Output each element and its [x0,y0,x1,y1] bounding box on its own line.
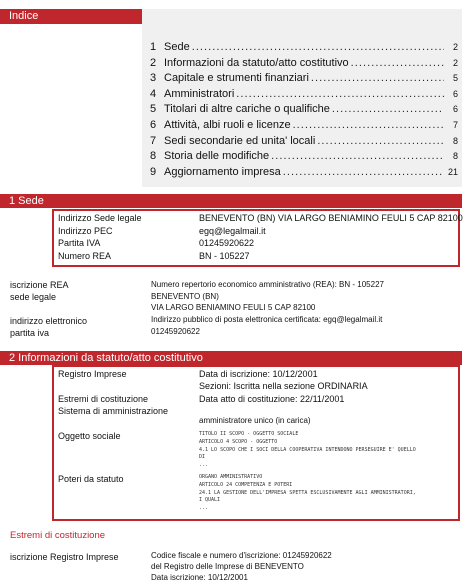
toc-leader-dots [317,134,444,148]
poteri-line: I QUALI [199,497,221,504]
toc-item-page: 21 [447,166,458,177]
toc-item-number: 8 [150,150,157,163]
toc-leader-dots [283,165,444,179]
toc-item-title: Titolari di altre cariche o qualifiche [164,103,330,116]
toc-item[interactable] [150,56,458,70]
toc-item[interactable] [150,149,458,163]
toc-item-number: 1 [150,41,157,53]
toc-item-page: 8 [452,135,458,146]
iscrizione-registro-imprese-label: iscrizione Registro Imprese [10,552,119,562]
section-header-sede: 1 Sede [0,194,462,208]
iscrizione-rea-label: iscrizione REA [10,280,69,290]
toc-item[interactable] [150,87,458,101]
toc-item-number: 7 [150,134,157,147]
estremi-costituzione-label: Estremi di costituzione [58,394,149,404]
poteri-line: ARTICOLO 24 COMPETENZA E POTERI [199,481,293,488]
sede-field-label: Numero REA [58,250,112,261]
toc-leader-dots [271,149,444,163]
toc-item-title: Amministratori [164,87,235,100]
sede-field-label: Indirizzo Sede legale [58,213,142,223]
toc-item[interactable] [150,118,458,132]
sistema-amministrazione-label: Sistema di amministrazione [58,406,169,416]
sede-field-label: Partita IVA [58,238,101,248]
toc-item-number: 2 [150,56,157,69]
sede-legale-line1: BENEVENTO (BN) [151,292,219,301]
toc-leader-dots [192,40,444,54]
oggetto-line: DI [199,454,206,461]
registro-imprese-line2: Sezioni: Iscritta nella sezione ORDINARIA [199,381,368,391]
toc-leader-dots [351,56,444,70]
toc-item-page: 2 [452,42,458,52]
toc-item-title: Aggiornamento impresa [164,165,281,178]
toc-item-page: 7 [452,120,458,130]
sede-field-value: BN - 105227 [199,250,250,261]
oggetto-sociale-label: Oggetto sociale [58,431,121,441]
iscrizione-rea-value: Numero repertorio economico amministrativo (REA): BN - 105227 [151,280,384,289]
toc-item-number: 4 [150,87,157,100]
toc-item-title: Capitale e strumenti finanziari [164,72,309,85]
data-iscrizione-line: Data iscrizione: 10/12/2001 [151,573,248,582]
toc-item-title: Informazioni da statuto/atto costitutivo [164,56,349,69]
sede-field-value: egq@legalmail.it [199,225,266,236]
toc-item[interactable] [150,134,458,148]
toc-item-page: 6 [452,88,458,99]
oggetto-line: ... [199,462,209,469]
poteri-statuto-label: Poteri da statuto [58,474,124,484]
toc-item-number: 9 [150,165,157,178]
indice-header: Indice [0,9,142,24]
toc-item-title: Attività, albi ruoli e licenze [164,119,291,131]
codice-fiscale-line: Codice fiscale e numero d'iscrizione: 01245920622 [151,551,332,560]
sede-legale-line2: VIA LARGO BENIAMINO FEULI 5 CAP 82100 [151,303,316,312]
registro-imprese-label: Registro Imprese [58,369,127,379]
indirizzo-elettronico-value: Indirizzo pubblico di posta elettronica certificata: egq@legalmail.it [151,315,383,324]
sistema-amministrazione-value: amministratore unico (in carica) [199,416,311,425]
toc-item-title: Sedi secondarie ed unita' locali [164,134,316,147]
oggetto-line: TITOLO II SCOPO - OGGETTO SOCIALE [199,431,299,437]
toc-item[interactable] [150,40,458,54]
poteri-line: ... [199,505,209,512]
section-header-statuto: 2 Informazioni da statuto/atto costitutivo [0,351,462,365]
oggetto-line: ARTICOLO 4 SCOPO - OGGETTO [199,438,278,445]
poteri-line: ORGANO AMMINISTRATIVO [199,474,263,480]
sede-legale-label: sede legale [10,292,57,302]
toc-item-page: 5 [452,73,458,84]
toc-item[interactable] [150,102,458,116]
registro-benevento-line: del Registro delle Imprese di BENEVENTO [151,562,304,571]
poteri-line: 24.1 LA GESTIONE DELL'IMPRESA SPETTA ESCLUSIVAMENTE AGLI AMMINISTRATORI, [199,489,416,496]
toc-leader-dots [293,118,444,132]
sede-field-value: 01245920622 [199,238,255,248]
toc-leader-dots [311,71,444,85]
toc-item-number: 5 [150,103,157,116]
oggetto-line: 4.1 LO SCOPO CHE I SOCI DELLA COOPERATIVA INTENDONO PERSEGUIRE E' QUELLO [199,446,416,453]
toc-item[interactable] [150,71,458,85]
toc-item-number: 3 [150,72,157,85]
toc-item-page: 2 [452,57,458,68]
estremi-costituzione-value: Data atto di costituzione: 22/11/2001 [199,394,345,404]
toc-item-title: Sede [164,41,190,53]
partita-iva-label: partita iva [10,328,50,338]
registro-imprese-line1: Data di iscrizione: 10/12/2001 [199,369,318,379]
indirizzo-elettronico-label: indirizzo elettronico [10,316,88,326]
partita-iva-value: 01245920622 [151,327,200,336]
toc-item-page: 6 [452,104,458,115]
toc-item[interactable] [150,165,458,179]
toc-leader-dots [332,102,444,116]
toc-leader-dots [236,87,444,101]
sede-field-value: BENEVENTO (BN) VIA LARGO BENIAMINO FEULI 5 CAP 82100 [199,213,463,223]
estremi-costituzione-title: Estremi di costituzione [10,530,106,541]
sede-field-label: Indirizzo PEC [58,225,113,236]
toc-item-page: 8 [452,151,458,162]
toc-item-number: 6 [150,119,157,131]
toc-item-title: Storia delle modifiche [164,150,270,163]
